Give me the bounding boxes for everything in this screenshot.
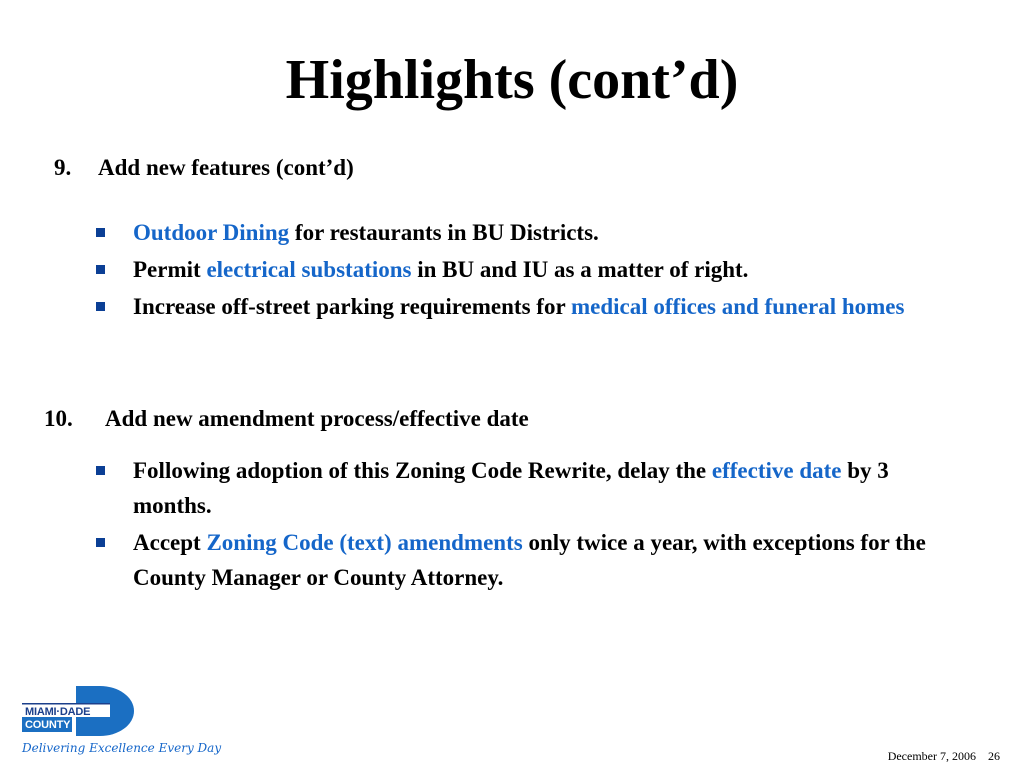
bullet-text: for restaurants in BU Districts. xyxy=(289,220,599,245)
logo-line-1: MIAMI·DADE xyxy=(25,706,91,718)
bullet-highlight: Outdoor Dining xyxy=(133,220,290,245)
section-heading-9 xyxy=(54,154,354,182)
miami-dade-logo xyxy=(22,686,222,768)
section-number: 10. xyxy=(44,406,73,431)
logo-tagline: Delivering Excellence Every Day xyxy=(22,741,222,755)
square-bullet-icon xyxy=(96,228,105,237)
page-number: 26 xyxy=(988,749,1000,763)
slide-title: Highlights (cont’d) xyxy=(285,49,739,111)
bullet-highlight: medical offices and funeral homes xyxy=(571,294,905,319)
bullet-item xyxy=(92,215,962,250)
square-bullet-icon xyxy=(96,302,105,311)
bullet-text: Increase off-street parking requirements for xyxy=(133,294,571,319)
bullet-highlight: Zoning Code (text) amendments xyxy=(206,530,523,555)
section-heading-text: Add new features (cont’d) xyxy=(98,155,354,180)
bullet-highlight: effective date xyxy=(711,458,842,483)
bullet-item xyxy=(92,453,962,523)
bullet-text: by 3 months. xyxy=(133,458,889,518)
bullet-item xyxy=(92,525,962,595)
square-bullet-icon xyxy=(96,466,105,475)
slide-footer xyxy=(888,749,1000,764)
section-heading-10 xyxy=(44,405,529,433)
bullet-text: Following adoption of this Zoning Code Rewrite, delay the xyxy=(133,458,712,483)
bullet-text: Permit xyxy=(133,257,207,282)
bullet-text: Accept xyxy=(133,530,207,555)
bullet-text: in BU and IU as a matter of right. xyxy=(411,257,749,282)
bullet-list-9 xyxy=(92,215,962,326)
bullet-list-10 xyxy=(92,453,962,597)
bullet-text: only twice a year, with exceptions for the County Manager or County Attorney. xyxy=(133,530,926,590)
bullet-item xyxy=(92,289,962,324)
bullet-item xyxy=(92,252,962,287)
section-number: 9. xyxy=(54,155,72,180)
section-heading-text: Add new amendment process/effective date xyxy=(105,406,529,431)
square-bullet-icon xyxy=(96,265,105,274)
square-bullet-icon xyxy=(96,538,105,547)
footer-date: December 7, 2006 xyxy=(887,749,976,763)
logo-line-2: COUNTY xyxy=(25,719,71,731)
bullet-highlight: electrical substations xyxy=(206,257,412,282)
